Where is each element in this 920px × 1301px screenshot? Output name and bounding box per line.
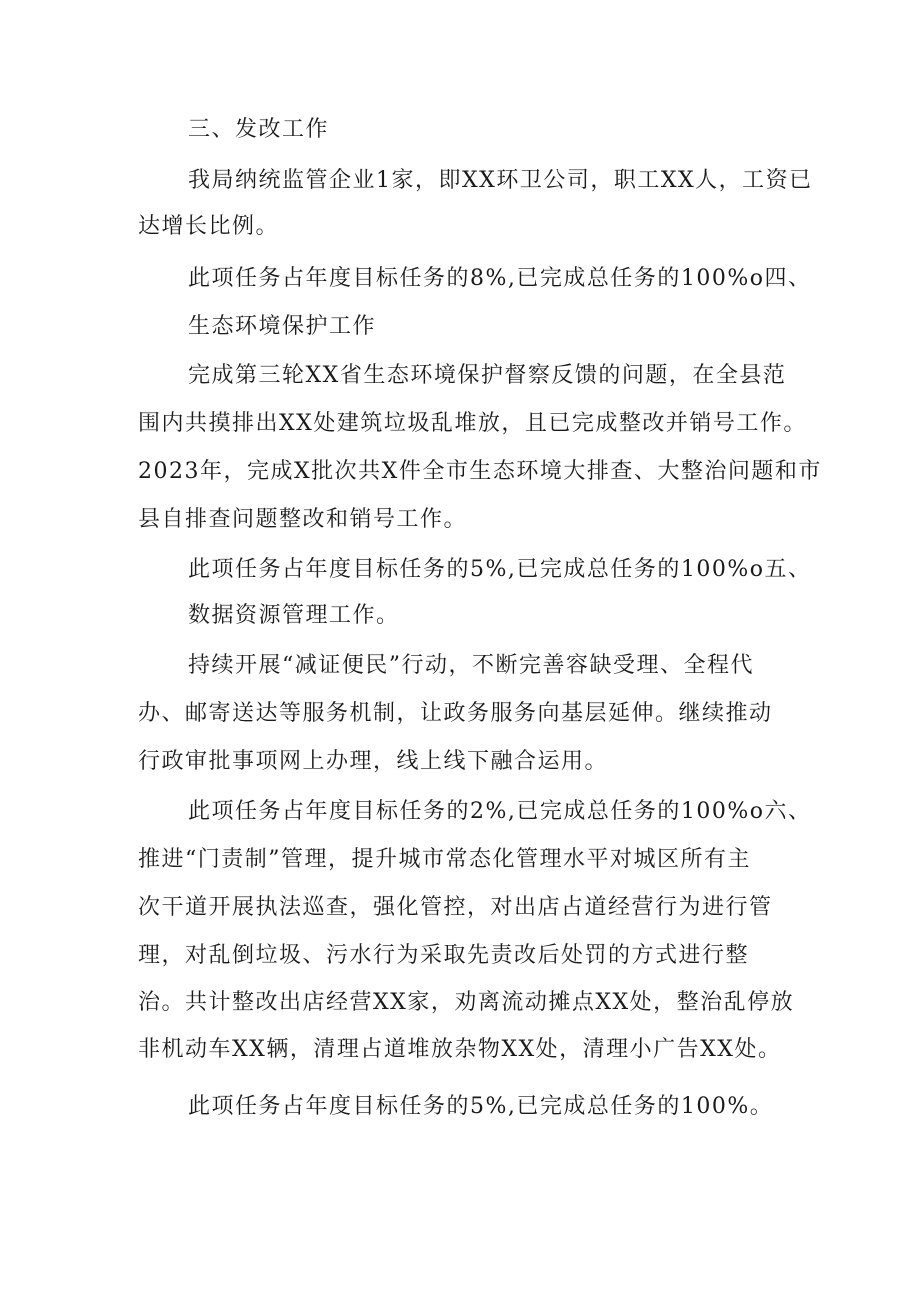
paragraph-line: 完成第三轮XX省生态环境保护督察反馈的问题，在全县范 bbox=[188, 363, 787, 388]
paragraph-line: 县自排查问题整改和销号工作。 bbox=[138, 507, 468, 532]
section-heading-data: 数据资源管理工作。 bbox=[188, 603, 400, 628]
task-completion-line: 此项任务占年度目标任务的8%,已完成总任务的100%o四、 bbox=[188, 266, 812, 291]
paragraph-line: 2023年，完成X批次共X件全市生态环境大排查、大整治问题和市 bbox=[138, 459, 822, 484]
task-completion-line: 此项任务占年度目标任务的5%,已完成总任务的100%。 bbox=[188, 1094, 774, 1119]
paragraph-line: 行政审批事项网上办理，线上线下融合运用。 bbox=[138, 749, 609, 774]
section-heading-development: 三、发改工作 bbox=[188, 117, 330, 142]
paragraph-line: 持续开展“减证便民”行动，不断完善容缺受理、全程代 bbox=[188, 653, 754, 678]
paragraph-line: 围内共摸排出XX处建筑垃圾乱堆放，且已完成整改并销号工作。 bbox=[138, 411, 807, 436]
paragraph-line: 理，对乱倒垃圾、污水行为采取先责改后处罚的方式进行整 bbox=[138, 943, 750, 968]
paragraph-line: 非机动车XX辆，清理占道堆放杂物XX处，清理小广告XX处。 bbox=[138, 1037, 782, 1062]
paragraph-line: 办、邮寄送达等服务机制，让政务服务向基层延伸。继续推动 bbox=[138, 701, 773, 726]
task-completion-line: 此项任务占年度目标任务的5%,已完成总任务的100%o五、 bbox=[188, 557, 812, 582]
paragraph-line: 达增长比例。 bbox=[138, 214, 280, 239]
paragraph-line: 治。共计整改出店经营XX家，劝离流动摊点XX处，整治乱停放 bbox=[138, 990, 795, 1015]
task-completion-line: 此项任务占年度目标任务的2%,已完成总任务的100%o六、 bbox=[188, 799, 812, 824]
paragraph-line: 推进“门责制”管理，提升城市常态化管理水平对城区所有主 bbox=[138, 847, 751, 872]
paragraph-line: 次干道开展执法巡查，强化管控，对出店占道经营行为进行管 bbox=[138, 895, 773, 920]
section-heading-ecology: 生态环境保护工作 bbox=[188, 314, 377, 339]
paragraph-line: 我局纳统监管企业1家，即XX环卫公司，职工XX人，工资已 bbox=[188, 168, 813, 193]
